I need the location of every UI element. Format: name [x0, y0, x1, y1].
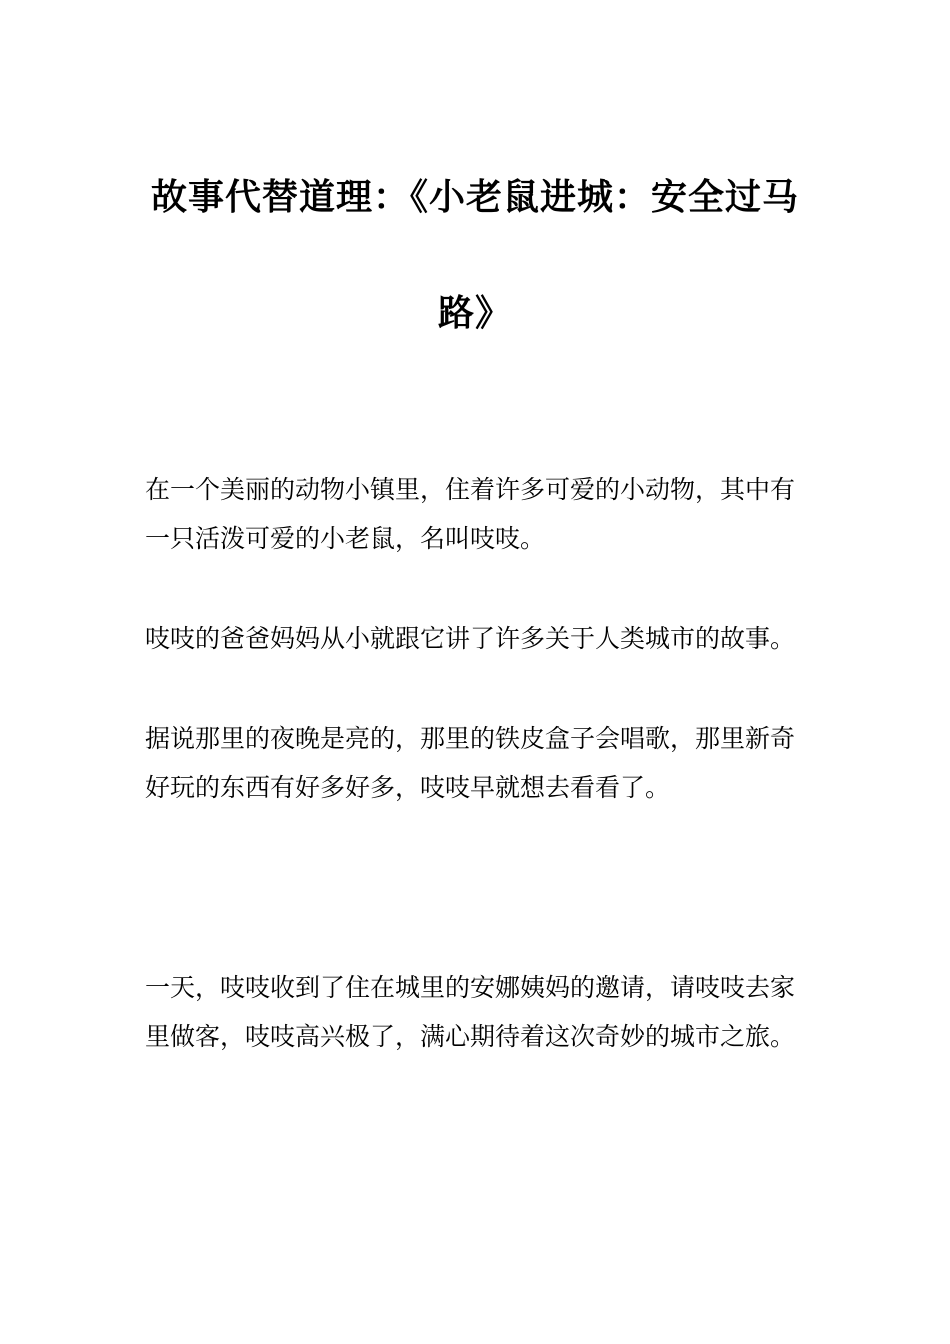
paragraph-1: 在一个美丽的动物小镇里，住着许多可爱的小动物，其中有一只活泼可爱的小老鼠，名叫吱吱。	[145, 475, 796, 553]
paragraph-4: 一天，吱吱收到了住在城里的安娜姨妈的邀请，请吱吱去家里做客，吱吱高兴极了，满心期待着这次奇妙的城市之旅。	[145, 973, 796, 1051]
paragraph-3: 据说那里的夜晚是亮的，那里的铁皮盒子会唱歌，那里新奇好玩的东西有好多好多，吱吱早就想去看看了。	[145, 724, 796, 802]
paragraph-2: 吱吱的爸爸妈妈从小就跟它讲了许多关于人类城市的故事。	[145, 624, 796, 653]
document-title: 故事代替道理：《小老鼠进城：安全过马路》	[150, 177, 799, 334]
